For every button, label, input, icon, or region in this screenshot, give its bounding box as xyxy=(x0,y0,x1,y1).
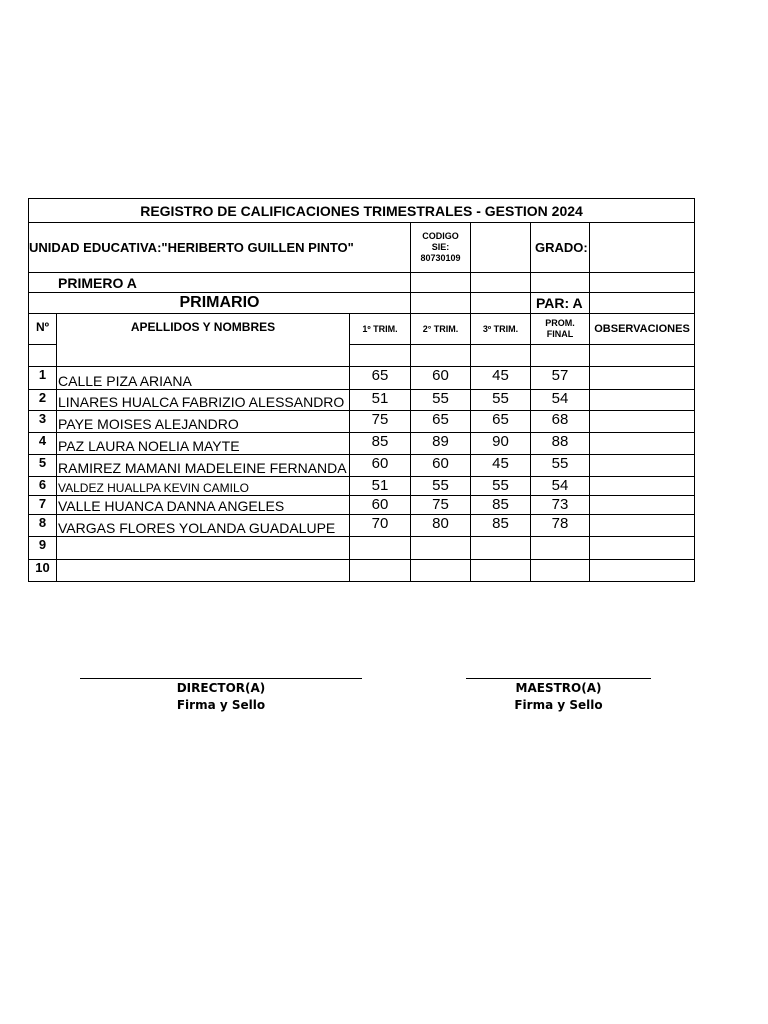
prom-final-score: 55 xyxy=(531,455,590,477)
trim-3-score: 85 xyxy=(471,515,531,537)
report-title: REGISTRO DE CALIFICACIONES TRIMESTRALES - GESTION 2024 xyxy=(29,199,695,223)
table-row xyxy=(29,433,695,455)
level-row xyxy=(29,293,695,314)
row-number: 9 xyxy=(29,537,57,560)
trim-3-score: 90 xyxy=(471,433,531,455)
row-number: 6 xyxy=(29,477,57,496)
sie-code: 80730109 xyxy=(420,253,461,263)
trim-2-score: 80 xyxy=(411,515,471,537)
trim-3-score: 45 xyxy=(471,455,531,477)
trim-2-score: 75 xyxy=(411,496,471,515)
director-firma: Firma y Sello xyxy=(176,698,266,712)
observaciones-cell xyxy=(590,390,695,411)
empty-cell xyxy=(471,223,531,273)
observaciones-cell xyxy=(590,433,695,455)
trim-2-score xyxy=(411,560,471,582)
trim-3-score: 55 xyxy=(471,477,531,496)
col-names: APELLIDOS Y NOMBRES xyxy=(57,314,350,367)
observaciones-cell xyxy=(590,515,695,537)
empty-cell xyxy=(350,345,411,367)
trim-1-score xyxy=(350,560,411,582)
col-trim-2: 2° TRIM. xyxy=(411,314,471,345)
grado-label: GRADO: xyxy=(531,223,590,273)
observaciones-cell xyxy=(590,367,695,390)
table-row xyxy=(29,411,695,433)
prom-final-score: 54 xyxy=(531,477,590,496)
prom-final-score: 73 xyxy=(531,496,590,515)
student-name: PAZ LAURA NOELIA MAYTE xyxy=(57,433,350,455)
trim-2-score: 65 xyxy=(411,411,471,433)
director-signature xyxy=(80,678,362,714)
student-name: VARGAS FLORES YOLANDA GUADALUPE xyxy=(57,515,350,537)
row-number: 1 xyxy=(29,367,57,390)
grado-value xyxy=(590,223,695,273)
trim-1-score: 51 xyxy=(350,390,411,411)
level-name: PRIMARIO xyxy=(29,293,411,314)
teacher-role: MAESTRO(A) xyxy=(515,681,602,695)
col-trim-3: 3º TRIM. xyxy=(471,314,531,345)
empty-cell xyxy=(471,273,531,293)
trim-1-score: 60 xyxy=(350,455,411,477)
table-row xyxy=(29,537,695,560)
row-number: 10 xyxy=(29,560,57,582)
trim-3-score: 55 xyxy=(471,390,531,411)
observaciones-cell xyxy=(590,496,695,515)
director-role: DIRECTOR(A) xyxy=(176,681,266,695)
title-row xyxy=(29,199,695,223)
observaciones-cell xyxy=(590,537,695,560)
trim-1-score: 51 xyxy=(350,477,411,496)
col-prom-final xyxy=(531,314,590,345)
table-row xyxy=(29,515,695,537)
empty-cell xyxy=(590,293,695,314)
teacher-signature-line xyxy=(466,678,651,679)
empty-cell xyxy=(411,273,471,293)
trim-2-score xyxy=(411,537,471,560)
table-row xyxy=(29,477,695,496)
trim-1-score xyxy=(350,537,411,560)
col-number: Nº xyxy=(29,314,57,345)
student-name: VALLE HUANCA DANNA ANGELES xyxy=(57,496,350,515)
prom-final-score: 78 xyxy=(531,515,590,537)
trim-3-score: 65 xyxy=(471,411,531,433)
trim-2-score: 60 xyxy=(411,455,471,477)
sie-code-cell xyxy=(411,223,471,273)
prom-final-score xyxy=(531,560,590,582)
observaciones-cell xyxy=(590,455,695,477)
trim-1-score: 70 xyxy=(350,515,411,537)
col-observaciones: OBSERVACIONES xyxy=(590,314,695,345)
observaciones-cell xyxy=(590,477,695,496)
empty-cell xyxy=(471,345,531,367)
school-name: UNIDAD EDUCATIVA:"HERIBERTO GUILLEN PINTO" xyxy=(29,223,411,273)
trim-3-score xyxy=(471,560,531,582)
teacher-signature xyxy=(466,678,651,714)
empty-cell xyxy=(590,273,695,293)
empty-cell xyxy=(411,345,471,367)
teacher-firma: Firma y Sello xyxy=(514,698,603,712)
student-name: CALLE PIZA ARIANA xyxy=(57,367,350,390)
prom-final-score xyxy=(531,537,590,560)
grades-table xyxy=(28,198,695,582)
trim-1-score: 75 xyxy=(350,411,411,433)
col-prom-line2: FINAL xyxy=(546,329,574,339)
prom-final-score: 88 xyxy=(531,433,590,455)
table-row xyxy=(29,496,695,515)
table-row xyxy=(29,560,695,582)
grade-name: PRIMERO A xyxy=(29,273,411,293)
empty-cell xyxy=(531,273,590,293)
trim-2-score: 55 xyxy=(411,477,471,496)
school-row xyxy=(29,223,695,273)
row-number: 3 xyxy=(29,411,57,433)
row-number: 7 xyxy=(29,496,57,515)
trim-2-score: 60 xyxy=(411,367,471,390)
grade-row xyxy=(29,273,695,293)
student-name xyxy=(57,560,350,582)
row-number: 2 xyxy=(29,390,57,411)
student-name: PAYE MOISES ALEJANDRO xyxy=(57,411,350,433)
sie-label: SIE: xyxy=(431,242,450,252)
trim-1-score: 60 xyxy=(350,496,411,515)
row-number: 8 xyxy=(29,515,57,537)
column-header-row xyxy=(29,314,695,345)
trim-1-score: 85 xyxy=(350,433,411,455)
student-name xyxy=(57,537,350,560)
codigo-label: CODIGO xyxy=(422,231,459,241)
trim-2-score: 55 xyxy=(411,390,471,411)
empty-cell xyxy=(411,293,471,314)
col-prom-line1: PROM. xyxy=(545,318,575,328)
table-row xyxy=(29,390,695,411)
trim-3-score: 85 xyxy=(471,496,531,515)
student-name: VALDEZ HUALLPA KEVIN CAMILO xyxy=(57,477,350,496)
empty-cell xyxy=(531,345,590,367)
observaciones-cell xyxy=(590,560,695,582)
student-name: LINARES HUALCA FABRIZIO ALESSANDRO xyxy=(57,390,350,411)
row-number: 4 xyxy=(29,433,57,455)
trim-2-score: 89 xyxy=(411,433,471,455)
table-row xyxy=(29,367,695,390)
grades-sheet xyxy=(28,198,695,582)
prom-final-score: 57 xyxy=(531,367,590,390)
empty-cell xyxy=(29,345,57,367)
student-name: RAMIREZ MAMANI MADELEINE FERNANDA xyxy=(57,455,350,477)
prom-final-score: 54 xyxy=(531,390,590,411)
table-row xyxy=(29,455,695,477)
trim-3-score: 45 xyxy=(471,367,531,390)
par-label: PAR: A xyxy=(531,293,590,314)
col-trim-1: 1º TRIM. xyxy=(350,314,411,345)
empty-cell xyxy=(590,345,695,367)
empty-cell xyxy=(471,293,531,314)
director-signature-line xyxy=(80,678,362,679)
trim-1-score: 65 xyxy=(350,367,411,390)
observaciones-cell xyxy=(590,411,695,433)
trim-3-score xyxy=(471,537,531,560)
prom-final-score: 68 xyxy=(531,411,590,433)
row-number: 5 xyxy=(29,455,57,477)
